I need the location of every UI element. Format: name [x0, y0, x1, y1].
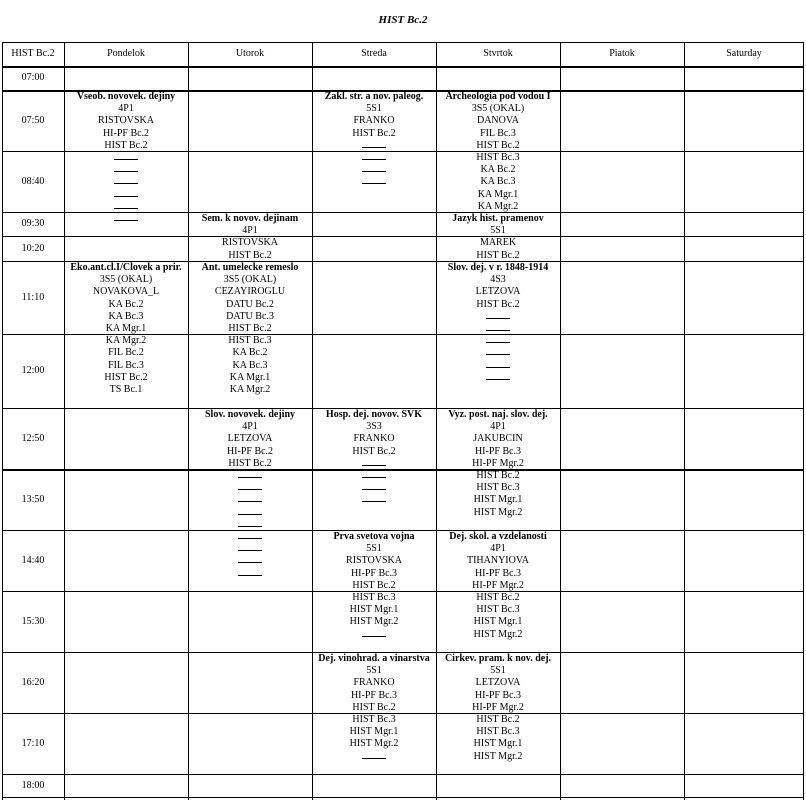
- course-detail: HIST Bc.2: [476, 249, 520, 261]
- slot-divider: [438, 591, 558, 592]
- course-detail: HIST Bc.2: [228, 323, 272, 335]
- blank-slot: [188, 470, 312, 482]
- course-detail: HIST Bc.3: [476, 604, 520, 616]
- course-block[interactable]: [64, 262, 188, 408]
- course-detail: MAREK: [479, 237, 517, 249]
- blank-slot: [312, 629, 436, 641]
- day-header-streda: Streda: [361, 48, 387, 59]
- time-label: 07:50: [21, 114, 45, 126]
- day-header-utorok: Utorok: [235, 48, 265, 59]
- slot-divider: [438, 151, 558, 152]
- blank-slot: [436, 360, 560, 372]
- blank-slot: [312, 494, 436, 506]
- course-detail: FIL Bc.2: [108, 347, 144, 359]
- blank-line: [238, 526, 262, 527]
- blank-slot: [64, 176, 188, 188]
- course-detail: 4P1: [242, 421, 258, 433]
- blank-line: [238, 562, 262, 563]
- blank-line: [362, 183, 386, 184]
- blank-slot: [436, 311, 560, 323]
- blank-slot: [188, 531, 312, 543]
- slot-divider: [190, 334, 310, 335]
- course-name: Vseob. novovek. dejiny: [76, 91, 176, 102]
- blank-line: [114, 208, 138, 209]
- course-block[interactable]: [436, 213, 560, 261]
- course-detail: HIST Mgr.1: [349, 604, 399, 616]
- blank-line: [114, 159, 138, 160]
- course-detail: KA Bc.2: [480, 164, 516, 176]
- course-detail: KA Bc.2: [108, 298, 144, 310]
- blank-slot: [436, 347, 560, 359]
- course-detail: HIST Bc.2: [352, 445, 396, 457]
- course-detail: RISTOVSKA: [222, 237, 278, 249]
- course-block[interactable]: [188, 262, 312, 408]
- grid-vline: [803, 42, 804, 800]
- slot-divider: [314, 151, 434, 152]
- blank-slot: [312, 176, 436, 188]
- course-name: Dej. vinohrad. a vinarstva: [318, 653, 430, 664]
- blank-line: [362, 501, 386, 502]
- blank-slot: [188, 555, 312, 567]
- course-detail: HIST Bc.3: [476, 726, 520, 738]
- course-detail: HI-PF Bc.3: [474, 445, 522, 457]
- blank-line: [486, 330, 510, 331]
- course-detail: HIST Mgr.1: [473, 616, 523, 628]
- page-title: HIST Bc.2: [378, 14, 428, 26]
- blank-line: [486, 367, 510, 368]
- course-detail: HIST Bc.2: [104, 371, 148, 383]
- day-header-saturday: Saturday: [726, 48, 762, 59]
- course-detail: 4P1: [490, 421, 506, 433]
- time-label: 16:20: [21, 676, 45, 688]
- blank-slot: [436, 372, 560, 384]
- course-block[interactable]: [436, 262, 560, 408]
- course-detail: DATU Bc.3: [226, 310, 274, 322]
- course-detail: HIST Bc.2: [476, 592, 520, 604]
- course-detail: DANOVA: [476, 115, 520, 127]
- course-detail: 3S5 (OKAL): [99, 274, 153, 286]
- course-detail: 3S5 (OKAL): [471, 103, 525, 115]
- corner-label: HIST Bc.2: [11, 48, 55, 59]
- time-label: 12:00: [21, 365, 45, 376]
- blank-slot: [188, 543, 312, 555]
- time-label: 08:40: [21, 175, 45, 187]
- course-detail: HIST Bc.2: [352, 701, 396, 713]
- course-name: Cirkev. pram. k nov. dej.: [444, 653, 552, 664]
- slot-divider: [314, 469, 434, 470]
- course-detail: HIST Mgr.2: [349, 616, 399, 628]
- blank-line: [362, 636, 386, 637]
- course-detail: KA Bc.3: [108, 310, 144, 322]
- time-label: 18:00: [21, 780, 45, 791]
- course-detail: 4P1: [242, 225, 258, 237]
- blank-slot: [188, 507, 312, 519]
- course-detail: TS Bc.1: [109, 384, 143, 396]
- course-detail: LETZOVA: [475, 286, 521, 298]
- course-detail: HI-PF Bc.3: [350, 567, 398, 579]
- course-detail: 5S1: [490, 225, 506, 237]
- blank-slot: [436, 335, 560, 347]
- day-header-pondelok: Pondelok: [107, 48, 145, 59]
- time-label: 09:30: [21, 218, 45, 229]
- timetable-grid: [2, 42, 804, 800]
- blank-line: [238, 489, 262, 490]
- course-detail: HIST Mgr.2: [349, 738, 399, 750]
- slot-divider: [190, 469, 310, 470]
- course-detail: 4P1: [118, 103, 134, 115]
- course-block[interactable]: [188, 409, 312, 591]
- course-detail: LETZOVA: [475, 677, 521, 689]
- course-detail: 4S3: [490, 274, 506, 286]
- blank-slot: [312, 164, 436, 176]
- course-detail: 3S5 (OKAL): [223, 274, 277, 286]
- course-detail: HIST Bc.2: [476, 470, 520, 482]
- grid-vline: [684, 42, 685, 800]
- blank-line: [114, 171, 138, 172]
- time-label: 10:20: [21, 242, 45, 254]
- blank-slot: [64, 201, 188, 213]
- course-name: Eko.ant.cl.I/Clovek a prir.: [70, 262, 182, 273]
- course-detail: HIST Bc.2: [352, 579, 396, 591]
- course-detail: FRANKO: [353, 677, 395, 689]
- course-detail: KA Bc.3: [480, 176, 516, 188]
- blank-line: [486, 379, 510, 380]
- blank-line: [362, 159, 386, 160]
- course-detail: 3S3: [366, 421, 382, 433]
- course-name: Slov. dej. v r. 1848-1914: [447, 262, 549, 273]
- slot-divider: [438, 469, 558, 470]
- course-detail: 5S1: [490, 665, 506, 677]
- blank-line: [114, 196, 138, 197]
- course-detail: HI-PF Mgr.2: [472, 457, 524, 469]
- slot-divider: [438, 713, 558, 714]
- course-detail: 4P1: [490, 543, 506, 555]
- course-detail: KA Mgr.2: [477, 200, 519, 212]
- course-detail: KA Mgr.2: [105, 335, 147, 347]
- course-name: Slov. novovek. dejiny: [204, 409, 296, 420]
- course-name: Prva svetova vojna: [333, 531, 415, 542]
- grid-hline: [2, 797, 804, 798]
- time-label: 13:50: [21, 493, 45, 505]
- course-name: Zakl. str. a nov. paleog.: [324, 91, 424, 102]
- time-label: 17:10: [21, 737, 45, 749]
- blank-line: [486, 318, 510, 319]
- course-detail: HIST Bc.2: [476, 298, 520, 310]
- course-detail: FRANKO: [353, 433, 395, 445]
- course-detail: HIST Bc.2: [352, 127, 396, 139]
- course-name: Archeologia pod vodou I: [445, 91, 551, 102]
- blank-line: [238, 477, 262, 478]
- course-detail: DATU Bc.2: [226, 298, 274, 310]
- blank-slot: [64, 189, 188, 201]
- blank-line: [486, 354, 510, 355]
- time-label: 14:40: [21, 554, 45, 566]
- grid-hline: [2, 66, 804, 68]
- course-name: Sem. k novov. dejinam: [201, 213, 299, 224]
- course-detail: FIL Bc.3: [480, 127, 516, 139]
- course-name: Vyz. post. naj. slov. dej.: [448, 409, 548, 420]
- time-label: 07:00: [21, 72, 45, 83]
- course-detail: NOVAKOVA_L: [92, 286, 160, 298]
- blank-line: [362, 489, 386, 490]
- blank-line: [362, 171, 386, 172]
- course-detail: HIST Mgr.2: [473, 506, 523, 518]
- course-name: Jazyk hist. pramenov: [452, 213, 544, 224]
- course-detail: 5S1: [366, 665, 382, 677]
- blank-slot: [188, 494, 312, 506]
- course-detail: HIST Bc.3: [476, 482, 520, 494]
- slot-divider: [190, 530, 310, 531]
- blank-line: [362, 465, 386, 466]
- blank-slot: [188, 482, 312, 494]
- day-header-piatok: Piatok: [609, 48, 635, 59]
- blank-line: [362, 147, 386, 148]
- course-detail: HI-PF Bc.3: [474, 567, 522, 579]
- course-detail: HIST Mgr.1: [473, 494, 523, 506]
- course-detail: KA Mgr.1: [105, 323, 147, 335]
- course-detail: KA Bc.3: [232, 359, 268, 371]
- grid-vline: [560, 42, 561, 800]
- course-detail: RISTOVSKA: [98, 115, 154, 127]
- time-label: 12:50: [21, 432, 45, 444]
- grid-hline: [2, 774, 804, 775]
- blank-line: [486, 342, 510, 343]
- course-detail: FRANKO: [353, 115, 395, 127]
- course-name: Hosp. dej. novov. SVK: [325, 409, 423, 420]
- slot-divider: [314, 713, 434, 714]
- blank-line: [114, 220, 138, 221]
- day-header-stvrtok: Stvrtok: [483, 48, 513, 59]
- blank-slot: [312, 751, 436, 763]
- course-detail: HIST Bc.3: [476, 152, 520, 164]
- slot-divider: [66, 151, 186, 152]
- course-detail: JAKUBCIN: [473, 433, 523, 445]
- course-detail: HIST Mgr.2: [473, 628, 523, 640]
- course-detail: HIST Bc.2: [228, 457, 272, 469]
- slot-divider: [314, 591, 434, 592]
- blank-slot: [188, 568, 312, 580]
- course-detail: LETZOVA: [227, 433, 273, 445]
- blank-line: [238, 538, 262, 539]
- course-detail: HIST Bc.2: [104, 139, 148, 151]
- course-detail: 5S1: [366, 103, 382, 115]
- blank-slot: [312, 482, 436, 494]
- course-name: Dej. skol. a vzdelanosti: [449, 531, 547, 542]
- course-detail: CEZAYIROGLU: [214, 286, 286, 298]
- time-label: 11:10: [21, 291, 45, 303]
- course-detail: HI-PF Mgr.2: [472, 701, 524, 713]
- course-detail: FIL Bc.3: [108, 359, 144, 371]
- grid-hline: [2, 236, 804, 237]
- course-detail: HIST Mgr.1: [349, 726, 399, 738]
- blank-slot: [64, 152, 188, 164]
- course-detail: HIST Mgr.1: [473, 738, 523, 750]
- blank-slot: [312, 470, 436, 482]
- course-detail: HIST Bc.3: [352, 714, 396, 726]
- blank-line: [238, 514, 262, 515]
- blank-line: [238, 501, 262, 502]
- blank-line: [362, 758, 386, 759]
- course-detail: HIST Bc.3: [352, 592, 396, 604]
- course-detail: HI-PF Bc.2: [102, 127, 150, 139]
- course-detail: HIST Bc.3: [228, 335, 272, 347]
- slot-divider: [66, 334, 186, 335]
- course-detail: HIST Bc.2: [228, 249, 272, 261]
- blank-slot: [312, 152, 436, 164]
- course-detail: HI-PF Mgr.2: [472, 579, 524, 591]
- course-detail: TIHANYIOVA: [466, 555, 530, 567]
- course-detail: HIST Bc.2: [476, 714, 520, 726]
- blank-line: [114, 183, 138, 184]
- blank-line: [362, 477, 386, 478]
- slot-divider: [438, 334, 558, 335]
- course-detail: HIST Bc.2: [476, 139, 520, 151]
- course-detail: 5S1: [366, 543, 382, 555]
- slot-divider: [438, 236, 558, 237]
- course-detail: KA Mgr.1: [477, 188, 519, 200]
- course-detail: HI-PF Bc.2: [226, 445, 274, 457]
- course-detail: HIST Mgr.2: [473, 750, 523, 762]
- blank-line: [238, 550, 262, 551]
- course-detail: KA Bc.2: [232, 347, 268, 359]
- course-block[interactable]: [188, 213, 312, 261]
- course-detail: KA Mgr.1: [229, 371, 271, 383]
- blank-slot: [64, 213, 188, 225]
- time-label: 15:30: [21, 615, 45, 627]
- course-detail: HI-PF Bc.3: [474, 689, 522, 701]
- course-detail: HI-PF Bc.3: [350, 689, 398, 701]
- course-detail: RISTOVSKA: [346, 555, 402, 567]
- course-name: Ant. umelecke remeslo: [201, 262, 299, 273]
- blank-line: [238, 575, 262, 576]
- blank-slot: [64, 164, 188, 176]
- course-detail: KA Mgr.2: [229, 384, 271, 396]
